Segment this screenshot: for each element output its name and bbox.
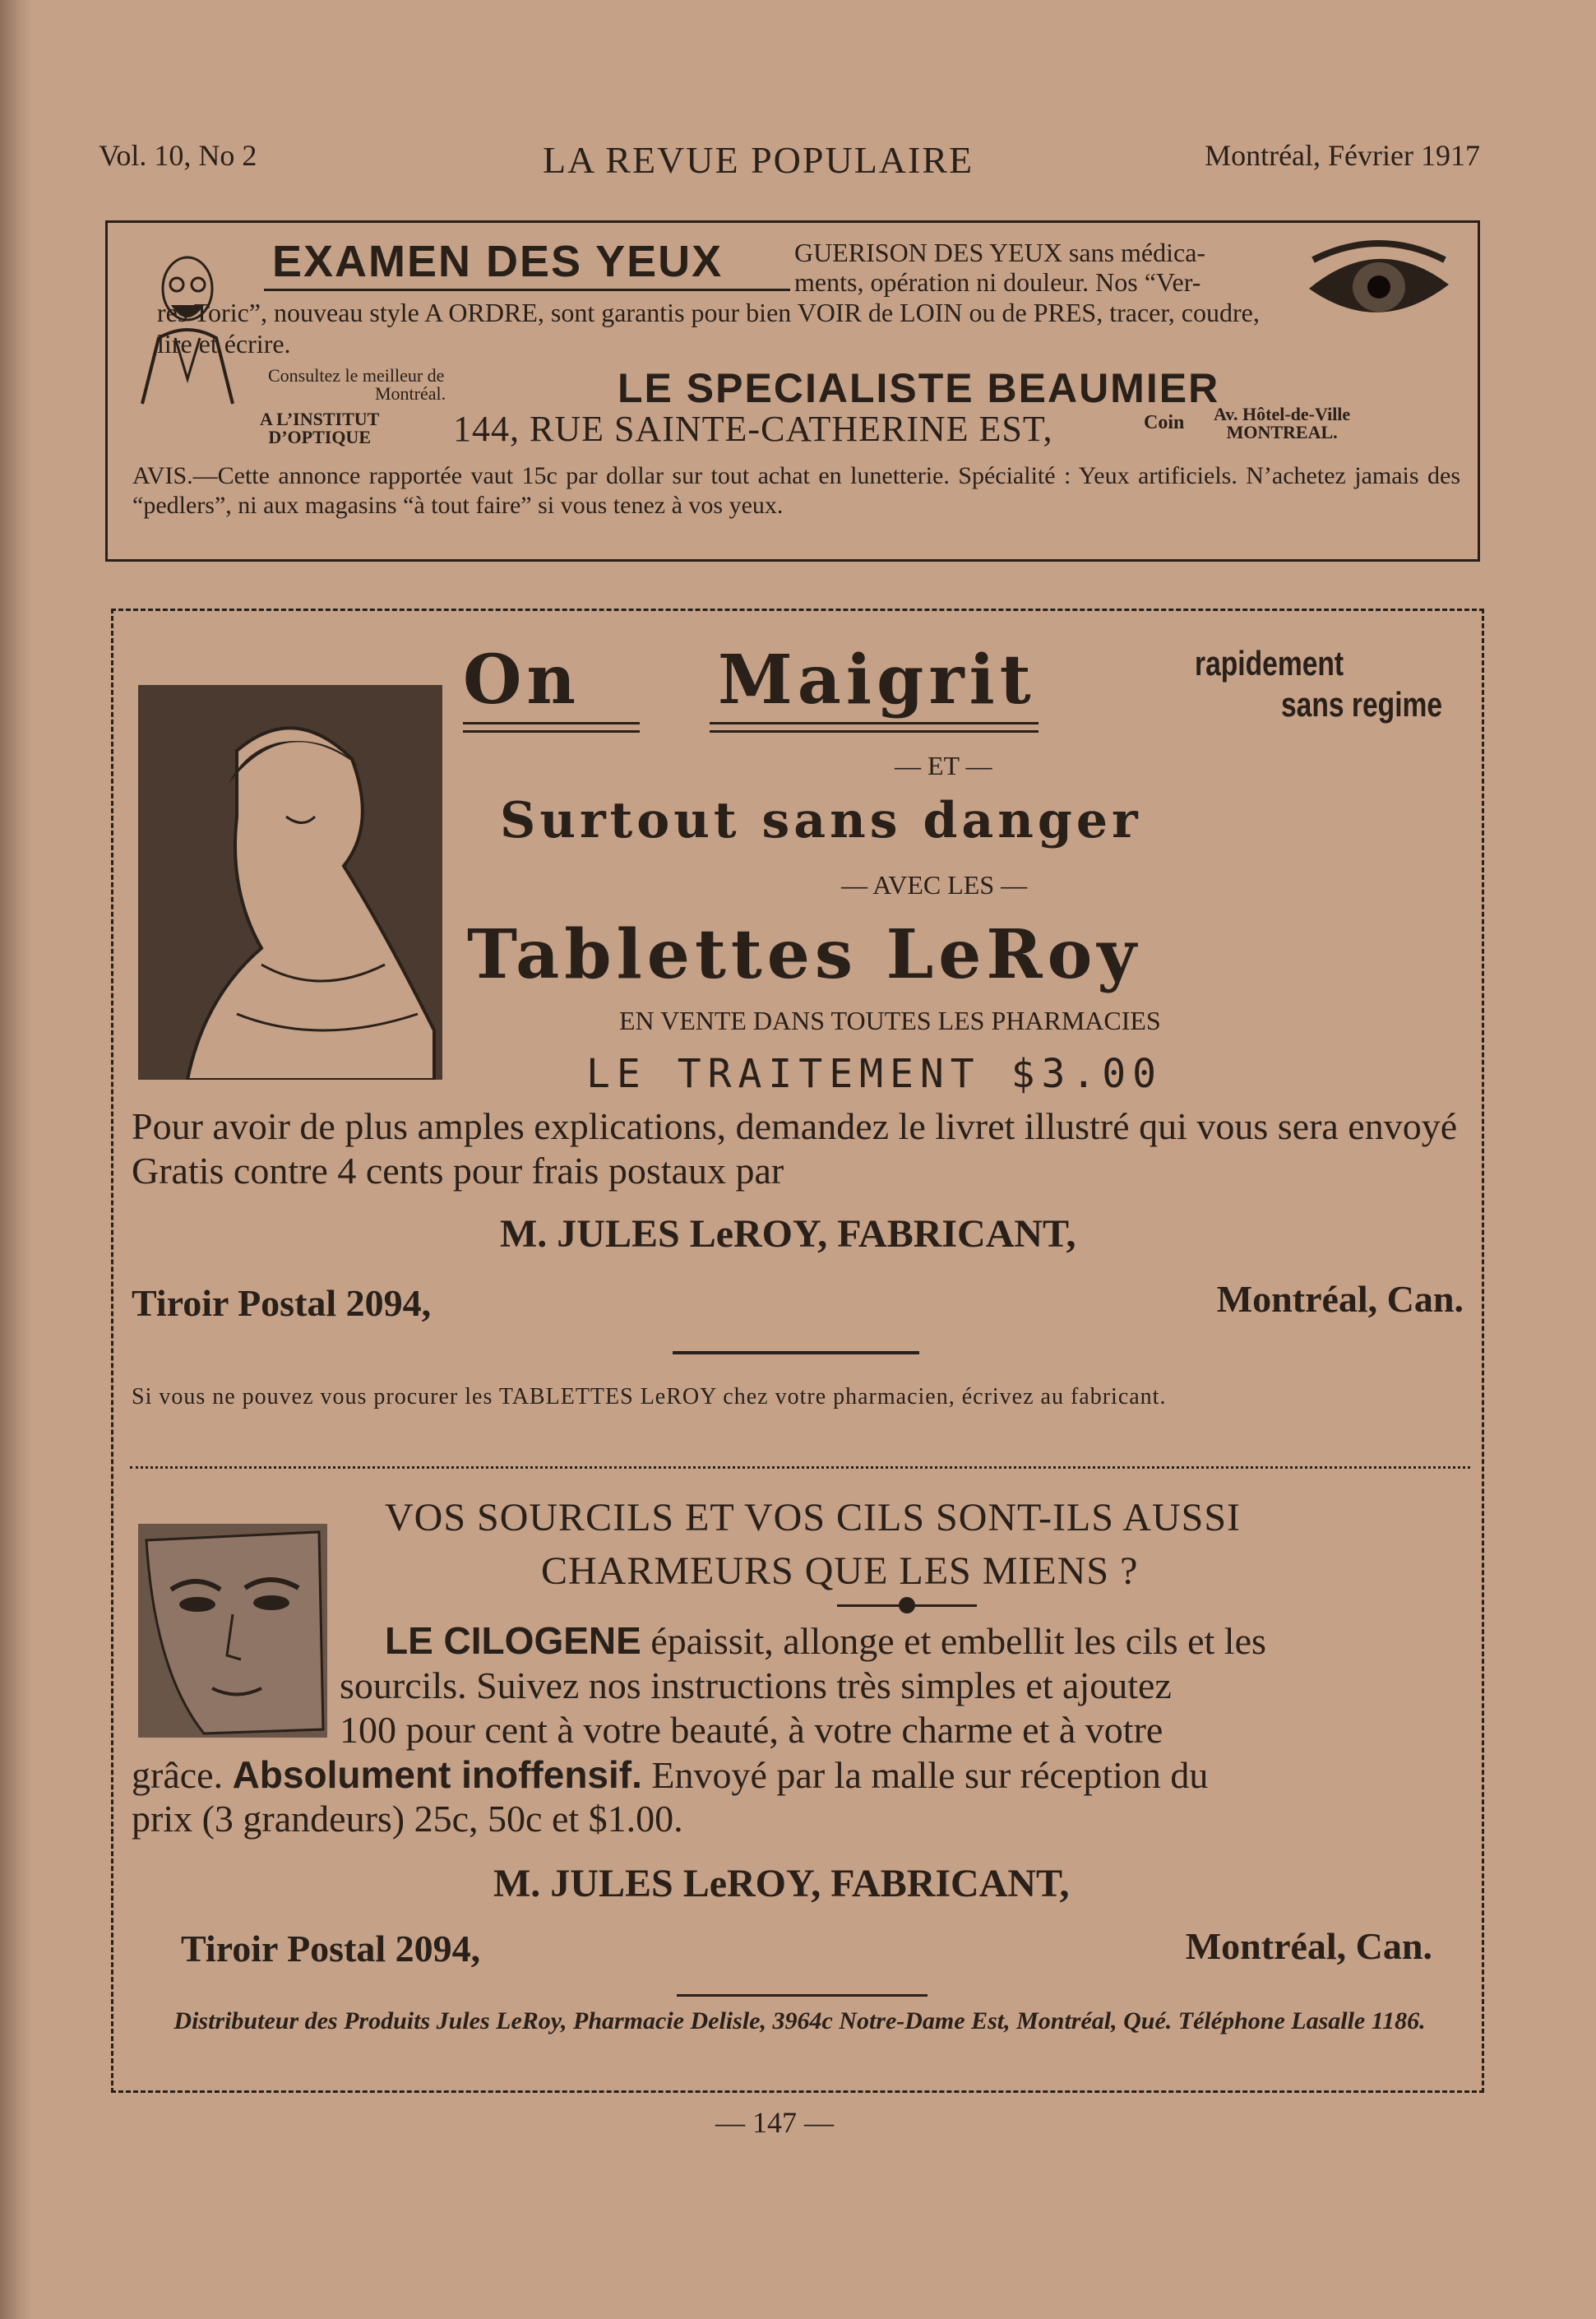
corner-street (1214, 405, 1350, 442)
headline-rule (463, 722, 640, 724)
page-binding-edge (0, 0, 33, 2319)
ad-paragraph: res Toric”, nouveau style A ORDRE, sont garantis pour bien VOIR de LOIN ou de PRES, tracer, coudre, lire et écrire. (157, 298, 1260, 359)
section-divider (677, 1994, 928, 1997)
title-underline (264, 289, 790, 291)
specialist-name: LE SPECIALISTE BEAUMIER (618, 365, 1220, 411)
headline-rapidement: rapidement (1195, 644, 1344, 683)
connector-et: — ET — (895, 751, 992, 780)
price-text: LE TRAITEMENT $3.00 (586, 1051, 1163, 1097)
cilogene-headline: CHARMEURS QUE LES MIENS ? (541, 1549, 1139, 1593)
cilogene-brand: LE CILOGENE (385, 1619, 641, 1662)
booklet-paragraph: Pour avoir de plus amples explications, demandez le livret illustré qui vous sera envoyé Gratis contre 4 cents pour frais postaux par (132, 1105, 1458, 1192)
postal-box: Tiroir Postal 2094, (132, 1282, 432, 1324)
corner-label: Coin (1144, 412, 1185, 433)
ad-title: EXAMEN DES YEUX (272, 237, 724, 286)
product-name: Tablettes LeRoy (467, 915, 1141, 994)
notice-paragraph: AVIS.—Cette annonce rapportée vaut 15c par dollar sur tout achat en lunetterie. Spécialité : Yeux artificiels. N’achetez jamais des “pedlers”, ni aux magasins “à tout faire” si vous tenez à vos yeux. (132, 462, 1460, 519)
availability-text: EN VENTE DANS TOUTES LES PHARMACIES (619, 1006, 1161, 1035)
page-number: — 147 — (715, 2106, 834, 2139)
ad-text-line: GUERISON DES YEUX sans médica- (794, 238, 1206, 267)
cilogene-text: épaissit, allonge et embellit les cils et les (641, 1620, 1266, 1662)
eyes-portrait-illustration (138, 1524, 327, 1738)
institut-line: A L’INSTITUT (260, 409, 380, 429)
cilogene-text-line (385, 1618, 1266, 1663)
distributor-note: Distributeur des Produits Jules LeRoy, Pharmacie Delisle, 3964c Notre-Dame Est, Montréal, Qué. Téléphone Lasalle 1186. (173, 2007, 1426, 2034)
ad-examen-des-yeux (105, 220, 1480, 562)
headline-rule (710, 730, 1039, 733)
institut-line: D’OPTIQUE (268, 427, 371, 447)
connector-avec: — AVEC LES — (841, 870, 1028, 900)
cilogene-text-line: prix (3 grandeurs) 25c, 50c et $1.00. (132, 1798, 683, 1840)
corner-city-line: MONTREAL. (1226, 422, 1338, 442)
section-divider (673, 1351, 919, 1354)
corner-street-line: Av. Hôtel-de-Ville (1214, 404, 1351, 424)
headline-sans-regime: sans regime (1281, 685, 1443, 724)
woman-portrait-illustration (138, 685, 442, 1080)
headline-rule (710, 722, 1039, 724)
consult-label: Consultez le meilleur de (268, 365, 445, 386)
postal-box: Tiroir Postal 2094, (181, 1928, 481, 1970)
ad-tablettes-leroy (111, 609, 1484, 2093)
volume-number: Vol. 10, No 2 (99, 139, 257, 172)
section-divider-dotted (130, 1466, 1470, 1472)
cilogene-text-line: 100 pour cent à votre beauté, à votre charme et à votre (340, 1709, 1163, 1751)
ornament-dot (899, 1597, 915, 1613)
cilogene-text-line: sourcils. Suivez nos instructions très simples et ajoutez (340, 1664, 1172, 1706)
headline-rule (463, 730, 640, 733)
manufacturer-name: M. JULES LeROY, FABRICANT, (493, 1862, 1070, 1905)
headline-surtout: Surtout sans danger (500, 792, 1142, 849)
city: Montréal, Can. (1185, 1925, 1432, 1967)
page-header (99, 138, 1480, 187)
cilogene-claim: Absolument inoffensif. (232, 1753, 642, 1796)
cilogene-text: grâce. (132, 1754, 233, 1796)
cilogene-text-line (132, 1752, 1208, 1797)
manufacturer-name: M. JULES LeROY, FABRICANT, (500, 1212, 1076, 1256)
cilogene-text: Envoyé par la malle sur réception du (641, 1754, 1209, 1796)
street-address: 144, RUE SAINTE-CATHERINE EST, (453, 409, 1053, 449)
cilogene-headline: VOS SOURCILS ET VOS CILS SONT-ILS AUSSI (385, 1496, 1241, 1539)
publication-title: LA REVUE POPULAIRE (543, 139, 974, 181)
consult-text (268, 367, 446, 403)
ad-text-line: ments, opération ni douleur. Nos “Ver- (794, 267, 1201, 297)
headline-on: On (463, 641, 581, 720)
consult-city: Montréal. (375, 383, 446, 404)
pharmacy-note: Si vous ne pouvez vous procurer les TABLETTES LeROY chez votre pharmacien, écrivez au fabricant. (132, 1384, 1167, 1409)
issue-date: Montréal, Février 1917 (1205, 139, 1480, 172)
eye-illustration (1305, 239, 1453, 330)
institut-label (260, 410, 379, 447)
city: Montréal, Can. (1216, 1278, 1464, 1320)
headline-maigrit: Maigrit (718, 641, 1036, 720)
